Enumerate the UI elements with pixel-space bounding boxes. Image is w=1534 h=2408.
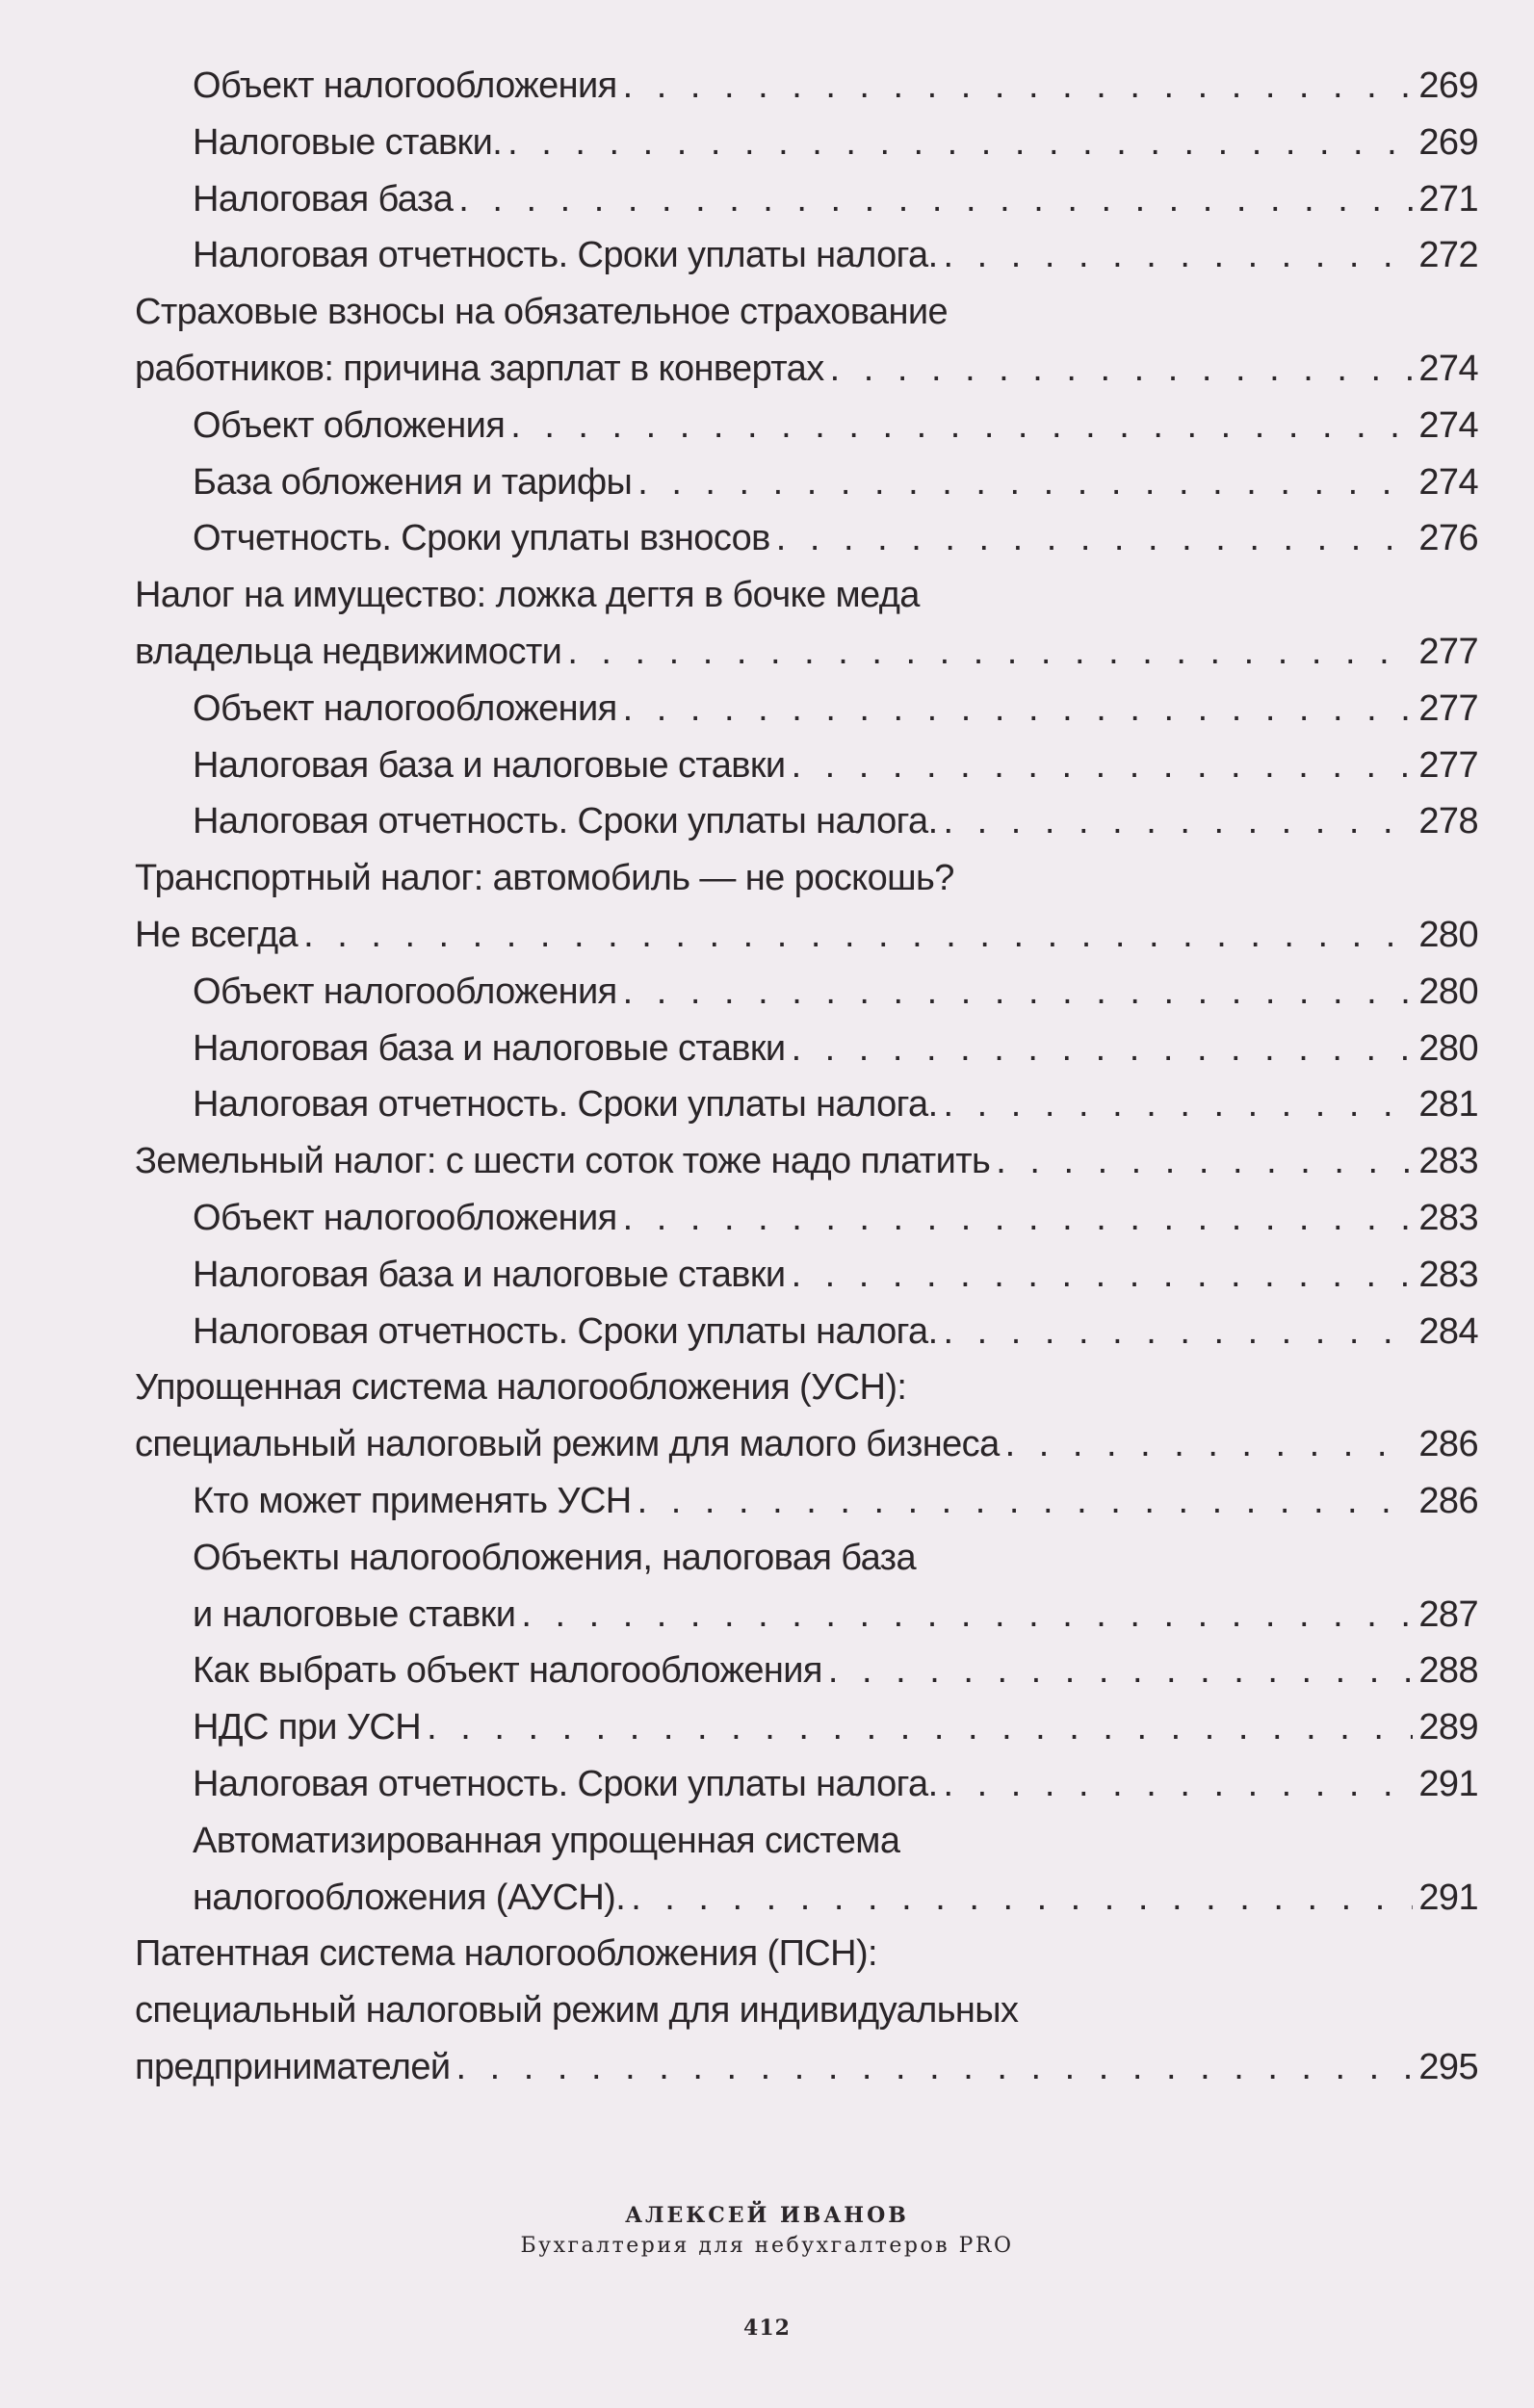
toc-subentry	[135, 1304, 1478, 1360]
toc-subentry	[135, 1643, 1478, 1699]
toc-subentry	[135, 58, 1478, 115]
dot-leader	[631, 1870, 1413, 1927]
toc-entry-title: предпринимателей	[135, 2046, 451, 2087]
toc-entry-page: 274	[1418, 461, 1478, 503]
toc-entry-page: 269	[1418, 121, 1478, 163]
toc-entry-page: 280	[1418, 914, 1478, 955]
toc-entry-title: Налоговая отчетность. Сроки уплаты налога.	[193, 801, 938, 842]
dot-leader	[830, 341, 1414, 398]
dot-leader	[944, 793, 1414, 850]
dot-leader	[623, 58, 1414, 115]
toc-entry-title: Налоговая отчетность. Сроки уплаты налога.	[193, 1763, 938, 1804]
toc-entry-page: 295	[1418, 2046, 1478, 2087]
toc-entry-title: работников: причина зарплат в конвертах	[135, 348, 824, 389]
toc-subentry	[135, 681, 1478, 738]
toc-entry-page: 276	[1418, 518, 1478, 559]
toc-subentry	[135, 227, 1478, 284]
dot-leader	[776, 510, 1414, 567]
toc-entry	[135, 284, 1478, 341]
toc-subentry	[135, 793, 1478, 850]
dot-leader	[828, 1643, 1413, 1699]
dot-leader	[637, 1473, 1414, 1530]
dot-leader	[944, 1076, 1414, 1133]
toc-entry-page: 283	[1418, 1254, 1478, 1295]
toc-entry-page: 284	[1418, 1310, 1478, 1352]
toc-entry-title: Как выбрать объект налогообложения	[193, 1650, 822, 1692]
toc-entry-page: 291	[1418, 1763, 1478, 1804]
toc-subentry	[135, 1247, 1478, 1304]
toc-entry-page: 271	[1418, 178, 1478, 220]
toc-entry	[135, 850, 1478, 907]
dot-leader	[303, 907, 1413, 964]
dot-leader	[623, 681, 1414, 738]
toc-entry	[135, 624, 1478, 681]
toc-entry-page: 286	[1418, 1480, 1478, 1521]
toc-subentry	[135, 510, 1478, 567]
toc-entry-title: База обложения и тарифы	[193, 461, 633, 503]
toc-entry-page: 274	[1418, 348, 1478, 389]
toc-entry	[135, 1133, 1478, 1190]
toc-subentry	[135, 964, 1478, 1021]
toc-entry-title: Транспортный налог: автомобиль — не роскошь?	[135, 858, 954, 899]
dot-leader	[456, 2039, 1414, 2096]
dot-leader	[792, 738, 1414, 794]
author-name: АЛЕКСЕЙ ИВАНОВ	[625, 2203, 909, 2228]
toc-entry-page: 286	[1418, 1424, 1478, 1465]
toc-entry-title: Налоговая база и налоговые ставки	[193, 744, 786, 786]
toc-entry-page: 278	[1418, 801, 1478, 842]
dot-leader	[944, 227, 1414, 284]
toc-entry-title: Объект налогообложения	[193, 1197, 617, 1238]
toc-entry-title: Налог на имущество: ложка дегтя в бочке меда	[135, 575, 920, 616]
toc-subentry	[135, 1870, 1478, 1927]
toc-subentry	[135, 738, 1478, 794]
toc-entry-title: Налоговая база	[193, 178, 454, 220]
toc-entry	[135, 341, 1478, 398]
toc-entry-page: 274	[1418, 404, 1478, 446]
dot-leader	[792, 1021, 1414, 1077]
page-number: 412	[743, 2316, 791, 2341]
book-title: Бухгалтерия для небухгалтеров PRO	[520, 2234, 1014, 2258]
toc-entry	[135, 1982, 1478, 2039]
toc-subentry	[135, 1756, 1478, 1813]
dot-leader	[996, 1133, 1413, 1190]
toc-entry-page: 288	[1418, 1650, 1478, 1692]
toc-subentry	[135, 398, 1478, 454]
toc-entry	[135, 907, 1478, 964]
toc-entry-title: Налоговая отчетность. Сроки уплаты налога.	[193, 1084, 938, 1126]
toc-entry-page: 277	[1418, 687, 1478, 729]
toc-entry-page: 277	[1418, 744, 1478, 786]
toc-entry-title: Объект налогообложения	[193, 687, 617, 729]
toc-subentry	[135, 1021, 1478, 1077]
table-of-contents	[135, 58, 1478, 2096]
toc-entry-title: специальный налоговый режим для индивидуальных	[135, 1990, 1019, 2032]
toc-entry-page: 283	[1418, 1197, 1478, 1238]
toc-entry-title: специальный налоговый режим для малого бизнеса	[135, 1424, 1000, 1465]
toc-entry	[135, 567, 1478, 624]
dot-leader	[507, 115, 1413, 171]
toc-entry-title: Налоговая отчетность. Сроки уплаты налога.	[193, 1310, 938, 1352]
toc-entry-title: Земельный налог: с шести соток тоже надо платить	[135, 1141, 991, 1182]
toc-subentry	[135, 1587, 1478, 1644]
toc-entry-title: Налоговая отчетность. Сроки уплаты налога.	[193, 235, 938, 276]
toc-entry-title: Объект налогообложения	[193, 971, 617, 1012]
toc-subentry	[135, 171, 1478, 228]
toc-entry-page: 291	[1418, 1877, 1478, 1918]
dot-leader	[521, 1587, 1413, 1644]
dot-leader	[792, 1247, 1414, 1304]
dot-leader	[623, 1190, 1414, 1247]
dot-leader	[567, 624, 1413, 681]
toc-entry-page: 283	[1418, 1141, 1478, 1182]
toc-entry-title: владельца недвижимости	[135, 631, 562, 672]
toc-entry-title: Объект налогообложения	[193, 65, 617, 106]
toc-subentry	[135, 1699, 1478, 1756]
dot-leader	[510, 398, 1413, 454]
toc-entry-title: Кто может применять УСН	[193, 1480, 632, 1521]
dot-leader	[944, 1304, 1414, 1360]
toc-entry	[135, 1926, 1478, 1982]
toc-entry-page: 281	[1418, 1084, 1478, 1126]
toc-entry-title: Страховые взносы на обязательное страхование	[135, 292, 949, 333]
toc-entry-title: и налоговые ставки	[193, 1593, 516, 1635]
toc-entry-title: Патентная система налогообложения (ПСН):	[135, 1933, 877, 1975]
toc-subentry	[135, 454, 1478, 511]
toc-entry	[135, 2039, 1478, 2096]
toc-entry-title: Не всегда	[135, 914, 299, 955]
toc-entry-title: Налоговые ставки.	[193, 121, 503, 163]
toc-subentry	[135, 1473, 1478, 1530]
page-footer	[0, 2203, 1534, 2341]
toc-subentry	[135, 1530, 1478, 1587]
toc-entry-title: Налоговая база и налоговые ставки	[193, 1254, 786, 1295]
toc-entry-page: 269	[1418, 65, 1478, 106]
dot-leader	[458, 171, 1413, 228]
dot-leader	[637, 454, 1413, 511]
toc-entry-title: Налоговая база и налоговые ставки	[193, 1027, 786, 1069]
toc-entry-title: НДС при УСН	[193, 1707, 422, 1748]
dot-leader	[944, 1756, 1414, 1813]
toc-entry-page: 289	[1418, 1707, 1478, 1748]
toc-entry-page: 280	[1418, 1027, 1478, 1069]
toc-subentry	[135, 115, 1478, 171]
dot-leader	[623, 964, 1414, 1021]
toc-entry-page: 280	[1418, 971, 1478, 1012]
toc-entry-title: Объекты налогообложения, налоговая база	[193, 1537, 917, 1578]
toc-entry-title: налогообложения (АУСН).	[193, 1877, 626, 1918]
toc-entry	[135, 1359, 1478, 1416]
toc-entry-title: Упрощенная система налогообложения (УСН):	[135, 1367, 907, 1409]
toc-subentry	[135, 1076, 1478, 1133]
toc-entry	[135, 1416, 1478, 1473]
toc-entry-page: 277	[1418, 631, 1478, 672]
toc-subentry	[135, 1190, 1478, 1247]
toc-entry-page: 287	[1418, 1593, 1478, 1635]
toc-subentry	[135, 1813, 1478, 1870]
dot-leader	[1005, 1416, 1414, 1473]
dot-leader	[427, 1699, 1413, 1756]
toc-entry-title: Отчетность. Сроки уплаты взносов	[193, 518, 770, 559]
toc-entry-title: Объект обложения	[193, 404, 506, 446]
toc-entry-page: 272	[1418, 235, 1478, 276]
toc-entry-title: Автоматизированная упрощенная система	[193, 1820, 900, 1861]
